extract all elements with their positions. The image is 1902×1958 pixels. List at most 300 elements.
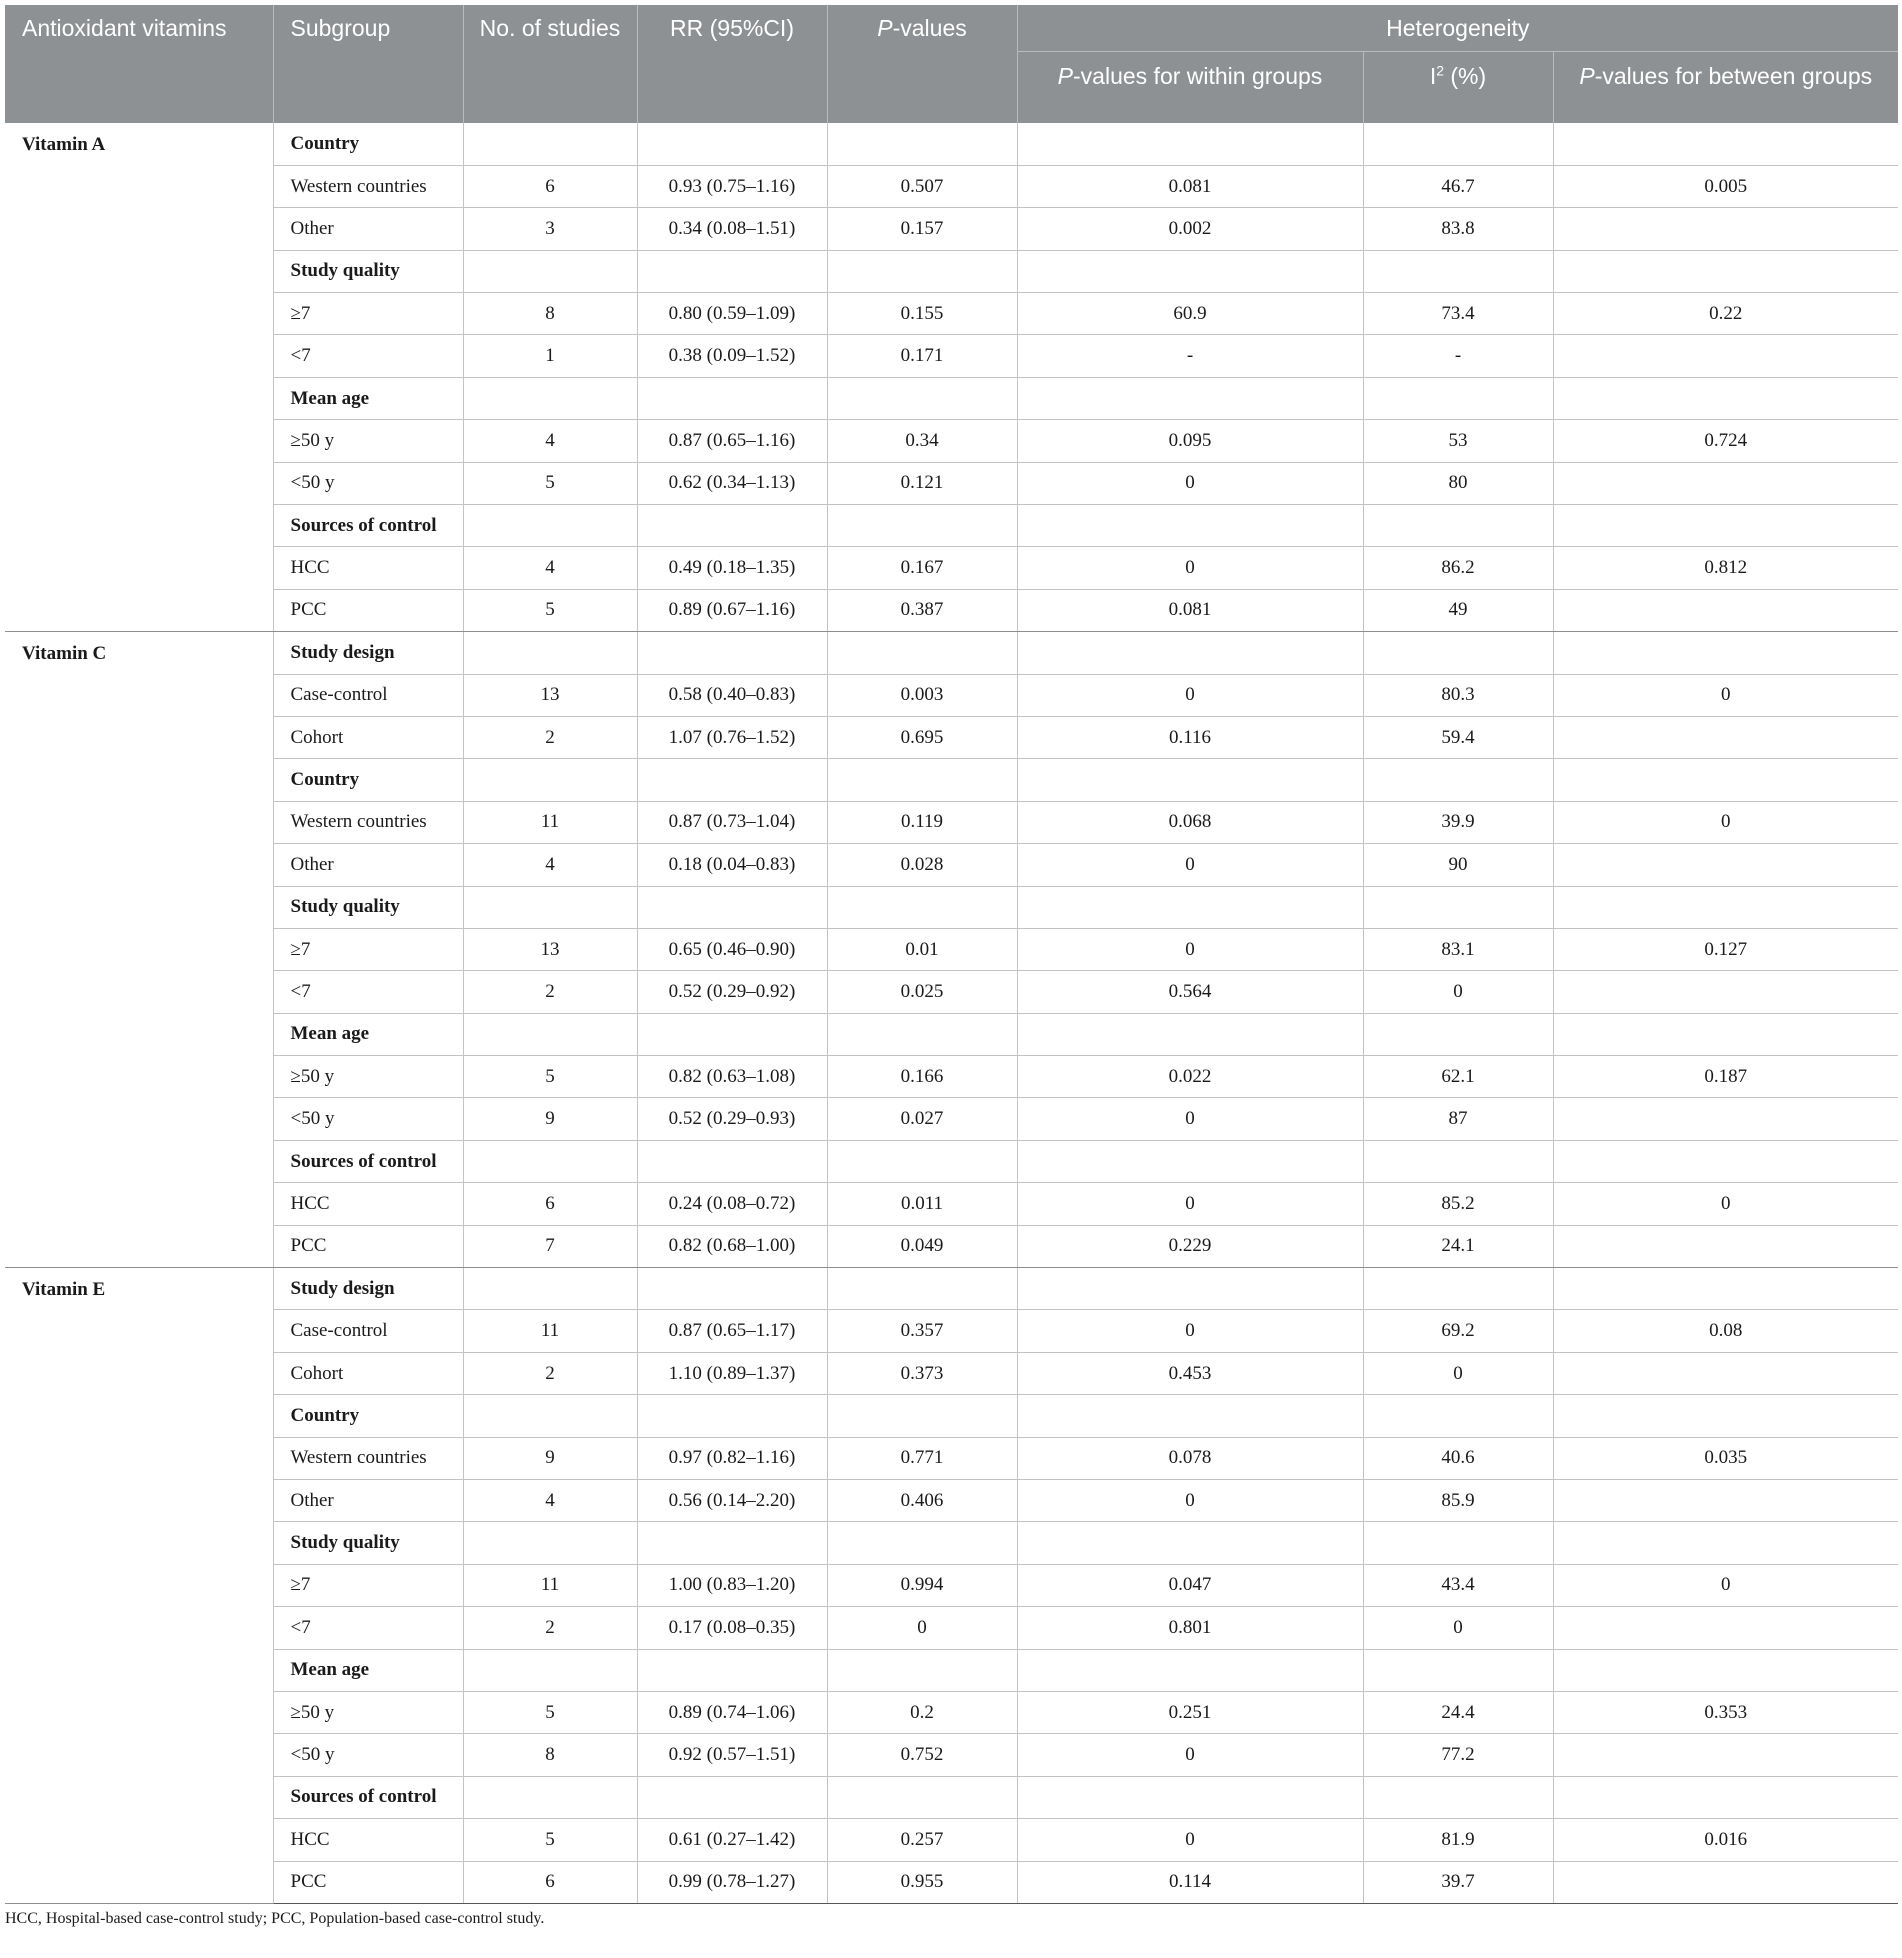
studies-count-cell: 1 [463,335,637,377]
studies-count-cell: 4 [463,1480,637,1522]
empty-cell [1553,377,1898,419]
p-value-cell: 0.771 [827,1437,1017,1479]
p-value-cell: 0.752 [827,1734,1017,1776]
subgroup-cell: Western countries [273,165,463,207]
p-between-cell: 0.127 [1553,928,1898,970]
studies-count-cell: 4 [463,844,637,886]
studies-count-cell: 11 [463,801,637,843]
subgroup-cell: Other [273,844,463,886]
studies-count-cell: 5 [463,589,637,631]
group-label: Study design [273,632,463,674]
rr-cell: 0.38 (0.09–1.52) [637,335,827,377]
table-row [5,420,1898,462]
p-within-cell: 0 [1017,1734,1363,1776]
empty-cell [1017,123,1363,165]
studies-count-cell: 9 [463,1437,637,1479]
empty-cell [463,505,637,547]
table-row [5,1310,1898,1352]
vitamin-label: Vitamin E [5,1268,273,1904]
p-between-cell: 0 [1553,674,1898,716]
studies-count-cell: 8 [463,1734,637,1776]
i2-cell: 0 [1363,1607,1553,1649]
p-within-cell: 0.047 [1017,1564,1363,1606]
rr-cell: 0.49 (0.18–1.35) [637,547,827,589]
empty-cell [1017,632,1363,674]
studies-count-cell: 5 [463,1819,637,1861]
group-label: Study quality [273,886,463,928]
rr-cell: 0.56 (0.14–2.20) [637,1480,827,1522]
subgroup-cell: <50 y [273,1098,463,1140]
i2-cell: - [1363,335,1553,377]
rr-cell: 0.82 (0.68–1.00) [637,1225,827,1267]
subgroup-cell: Other [273,1480,463,1522]
rr-cell: 0.18 (0.04–0.83) [637,844,827,886]
i2-cell: 69.2 [1363,1310,1553,1352]
subgroup-cell: Cohort [273,716,463,758]
empty-cell [1363,1776,1553,1818]
empty-cell [827,1776,1017,1818]
empty-cell [1363,632,1553,674]
p-value-cell: 0 [827,1607,1017,1649]
empty-cell [827,1395,1017,1437]
empty-cell [1017,1522,1363,1564]
subgroup-cell: ≥50 y [273,420,463,462]
empty-cell [827,1522,1017,1564]
empty-cell [1553,632,1898,674]
p-between-cell: 0 [1553,1564,1898,1606]
p-value-cell: 0.028 [827,844,1017,886]
studies-count-cell: 11 [463,1310,637,1352]
empty-cell [827,250,1017,292]
i2-cell: 77.2 [1363,1734,1553,1776]
i2-cell: 86.2 [1363,547,1553,589]
rr-cell: 0.87 (0.65–1.17) [637,1310,827,1352]
group-label: Country [273,123,463,165]
subgroup-cell: ≥50 y [273,1056,463,1098]
p-within-cell: 0 [1017,1819,1363,1861]
p-value-cell: 0.157 [827,208,1017,250]
group-label: Study quality [273,250,463,292]
rr-cell: 1.10 (0.89–1.37) [637,1352,827,1394]
i2-cell: 43.4 [1363,1564,1553,1606]
group-row [5,1140,1898,1182]
empty-cell [463,759,637,801]
studies-count-cell: 2 [463,716,637,758]
subgroup-cell: <7 [273,971,463,1013]
table-row [5,1098,1898,1140]
p-within-cell: 0 [1017,674,1363,716]
empty-cell [1553,1140,1898,1182]
p-value-cell: 0.955 [827,1861,1017,1903]
table-row [5,1819,1898,1861]
p-within-cell: 0.564 [1017,971,1363,1013]
empty-cell [1553,1649,1898,1691]
studies-count-cell: 5 [463,1056,637,1098]
table-row [5,1352,1898,1394]
empty-cell [1363,1140,1553,1182]
empty-cell [1553,1776,1898,1818]
p-within-cell: 0.002 [1017,208,1363,250]
rr-cell: 0.87 (0.65–1.16) [637,420,827,462]
empty-cell [637,759,827,801]
rr-cell: 0.82 (0.63–1.08) [637,1056,827,1098]
i2-cell: 59.4 [1363,716,1553,758]
p-value-cell: 0.011 [827,1183,1017,1225]
group-row [5,759,1898,801]
group-row [5,886,1898,928]
p-value-cell: 0.121 [827,462,1017,504]
studies-count-cell: 6 [463,1183,637,1225]
i2-cell: 39.9 [1363,801,1553,843]
studies-count-cell: 5 [463,462,637,504]
table-row [5,928,1898,970]
studies-count-cell: 7 [463,1225,637,1267]
empty-cell [1017,1649,1363,1691]
table-row [5,589,1898,631]
i2-cell: 80.3 [1363,674,1553,716]
rr-cell: 0.99 (0.78–1.27) [637,1861,827,1903]
rr-cell: 0.93 (0.75–1.16) [637,165,827,207]
table-row [5,844,1898,886]
subgroup-cell: HCC [273,1183,463,1225]
p-within-cell: 0 [1017,1098,1363,1140]
table-row [5,1564,1898,1606]
empty-cell [827,759,1017,801]
p-within-cell: 0 [1017,1183,1363,1225]
group-label: Mean age [273,377,463,419]
subgroup-cell: PCC [273,1225,463,1267]
p-within-cell: - [1017,335,1363,377]
p-value-cell: 0.167 [827,547,1017,589]
header-p-within-groups: P-values for within groups [1017,51,1363,123]
p-between-cell: 0.812 [1553,547,1898,589]
p-between-cell: 0.005 [1553,165,1898,207]
p-within-cell: 0.251 [1017,1691,1363,1733]
p-value-cell: 0.2 [827,1691,1017,1733]
empty-cell [1553,1395,1898,1437]
i2-cell: 87 [1363,1098,1553,1140]
table-row [5,1480,1898,1522]
i2-cell: 62.1 [1363,1056,1553,1098]
p-within-cell: 0.081 [1017,165,1363,207]
table-row [5,1183,1898,1225]
studies-count-cell: 9 [463,1098,637,1140]
i2-cell: 0 [1363,1352,1553,1394]
empty-cell [463,886,637,928]
subgroup-cell: PCC [273,1861,463,1903]
p-value-cell: 0.387 [827,589,1017,631]
empty-cell [463,1776,637,1818]
table-row [5,1225,1898,1267]
empty-cell [827,1649,1017,1691]
empty-cell [463,1395,637,1437]
p-between-cell [1553,462,1898,504]
empty-cell [637,632,827,674]
empty-cell [463,1013,637,1055]
p-value-cell: 0.166 [827,1056,1017,1098]
subgroup-analysis-table [5,5,1898,1904]
rr-cell: 0.89 (0.67–1.16) [637,589,827,631]
rr-cell: 0.87 (0.73–1.04) [637,801,827,843]
table-row [5,1861,1898,1903]
subgroup-cell: <50 y [273,1734,463,1776]
header-no-of-studies: No. of studies [463,5,637,123]
i2-cell: 83.8 [1363,208,1553,250]
empty-cell [637,123,827,165]
vitamin-label: Vitamin C [5,632,273,1268]
empty-cell [463,1140,637,1182]
p-value-cell: 0.507 [827,165,1017,207]
table-body [5,123,1898,1903]
header-p-values: P-values [827,5,1017,123]
group-label: Sources of control [273,1140,463,1182]
i2-cell: 53 [1363,420,1553,462]
table-row [5,971,1898,1013]
p-value-cell: 0.025 [827,971,1017,1013]
studies-count-cell: 6 [463,165,637,207]
p-within-cell: 60.9 [1017,293,1363,335]
empty-cell [1017,1268,1363,1310]
table-row [5,1056,1898,1098]
i2-cell: 85.2 [1363,1183,1553,1225]
table-row [5,1437,1898,1479]
i2-cell: 24.1 [1363,1225,1553,1267]
rr-cell: 0.24 (0.08–0.72) [637,1183,827,1225]
subgroup-cell: ≥7 [273,1564,463,1606]
subgroup-cell: PCC [273,589,463,631]
group-row [5,1649,1898,1691]
p-between-cell [1553,1734,1898,1776]
table-header [5,5,1898,123]
header-antioxidant-vitamins: Antioxidant vitamins [5,5,273,123]
empty-cell [637,1522,827,1564]
empty-cell [637,250,827,292]
p-between-cell: 0 [1553,801,1898,843]
empty-cell [637,505,827,547]
p-within-cell: 0.114 [1017,1861,1363,1903]
empty-cell [1363,250,1553,292]
group-row [5,1268,1898,1310]
group-row [5,632,1898,674]
i2-cell: 46.7 [1363,165,1553,207]
p-between-cell: 0.724 [1553,420,1898,462]
rr-cell: 0.65 (0.46–0.90) [637,928,827,970]
empty-cell [1363,886,1553,928]
header-rr-95ci: RR (95%CI) [637,5,827,123]
empty-cell [827,1140,1017,1182]
group-label: Country [273,1395,463,1437]
empty-cell [463,1649,637,1691]
p-between-cell: 0.08 [1553,1310,1898,1352]
empty-cell [827,632,1017,674]
p-value-cell: 0.171 [827,335,1017,377]
subgroup-cell: <50 y [273,462,463,504]
table-row [5,1691,1898,1733]
rr-cell: 0.52 (0.29–0.93) [637,1098,827,1140]
header-heterogeneity: Heterogeneity [1017,5,1898,51]
table-row [5,547,1898,589]
empty-cell [1553,123,1898,165]
p-within-cell: 0.095 [1017,420,1363,462]
studies-count-cell: 2 [463,1352,637,1394]
p-within-cell: 0.453 [1017,1352,1363,1394]
p-value-cell: 0.049 [827,1225,1017,1267]
empty-cell [1017,1140,1363,1182]
p-between-cell [1553,335,1898,377]
p-between-cell: 0.035 [1553,1437,1898,1479]
empty-cell [637,886,827,928]
i2-cell: 40.6 [1363,1437,1553,1479]
group-row [5,250,1898,292]
empty-cell [1363,123,1553,165]
studies-count-cell: 6 [463,1861,637,1903]
p-within-cell: 0.116 [1017,716,1363,758]
empty-cell [1553,1013,1898,1055]
empty-cell [1363,1013,1553,1055]
empty-cell [463,632,637,674]
header-i2: $I^2$ (%) [1363,51,1553,123]
empty-cell [1363,1395,1553,1437]
p-within-cell: 0 [1017,547,1363,589]
empty-cell [827,123,1017,165]
p-within-cell: 0 [1017,1480,1363,1522]
empty-cell [1017,759,1363,801]
p-between-cell: 0.353 [1553,1691,1898,1733]
rr-cell: 0.92 (0.57–1.51) [637,1734,827,1776]
table-row [5,716,1898,758]
empty-cell [1363,1268,1553,1310]
p-value-cell: 0.003 [827,674,1017,716]
empty-cell [1017,1776,1363,1818]
empty-cell [1017,1013,1363,1055]
i2-cell: 0 [1363,971,1553,1013]
studies-count-cell: 4 [463,420,637,462]
empty-cell [827,1013,1017,1055]
p-between-cell [1553,1098,1898,1140]
p-between-cell: 0.22 [1553,293,1898,335]
subgroup-cell: Case-control [273,674,463,716]
empty-cell [637,1776,827,1818]
table-row [5,208,1898,250]
i2-cell: 90 [1363,844,1553,886]
empty-cell [1553,505,1898,547]
studies-count-cell: 2 [463,971,637,1013]
empty-cell [1553,886,1898,928]
subgroup-cell: Other [273,208,463,250]
vitamin-label: Vitamin A [5,123,273,632]
group-label: Country [273,759,463,801]
subgroup-cell: ≥7 [273,928,463,970]
header-p-between-groups: P-values for between groups [1553,51,1898,123]
group-row [5,1395,1898,1437]
empty-cell [637,1649,827,1691]
empty-cell [1017,1395,1363,1437]
subgroup-cell: HCC [273,547,463,589]
p-within-cell: 0.801 [1017,1607,1363,1649]
rr-cell: 0.97 (0.82–1.16) [637,1437,827,1479]
empty-cell [463,123,637,165]
subgroup-cell: Western countries [273,801,463,843]
empty-cell [463,1522,637,1564]
subgroup-cell: HCC [273,1819,463,1861]
empty-cell [1017,505,1363,547]
p-within-cell: 0.081 [1017,589,1363,631]
table-row [5,165,1898,207]
p-between-cell [1553,1607,1898,1649]
p-value-cell: 0.01 [827,928,1017,970]
rr-cell: 0.89 (0.74–1.06) [637,1691,827,1733]
p-within-cell: 0 [1017,844,1363,886]
group-label: Mean age [273,1649,463,1691]
subgroup-cell: ≥50 y [273,1691,463,1733]
empty-cell [637,1013,827,1055]
rr-cell: 0.58 (0.40–0.83) [637,674,827,716]
empty-cell [1363,505,1553,547]
empty-cell [1017,377,1363,419]
p-within-cell: 0.068 [1017,801,1363,843]
header-subgroup: Subgroup [273,5,463,123]
p-between-cell [1553,716,1898,758]
empty-cell [827,377,1017,419]
group-row [5,1013,1898,1055]
group-row [5,377,1898,419]
i2-cell: 24.4 [1363,1691,1553,1733]
empty-cell [1553,250,1898,292]
rr-cell: 0.34 (0.08–1.51) [637,208,827,250]
studies-count-cell: 2 [463,1607,637,1649]
empty-cell [827,1268,1017,1310]
subgroup-cell: Western countries [273,1437,463,1479]
p-value-cell: 0.119 [827,801,1017,843]
empty-cell [1553,1522,1898,1564]
empty-cell [637,377,827,419]
subgroup-cell: <7 [273,335,463,377]
studies-count-cell: 13 [463,674,637,716]
p-between-cell [1553,1861,1898,1903]
p-value-cell: 0.155 [827,293,1017,335]
studies-count-cell: 8 [463,293,637,335]
table-container [5,5,1898,1928]
rr-cell: 0.61 (0.27–1.42) [637,1819,827,1861]
group-row [5,1776,1898,1818]
i2-cell: 81.9 [1363,1819,1553,1861]
rr-cell: 1.00 (0.83–1.20) [637,1564,827,1606]
subgroup-cell: ≥7 [273,293,463,335]
p-value-cell: 0.257 [827,1819,1017,1861]
empty-cell [463,250,637,292]
p-between-cell [1553,1352,1898,1394]
p-value-cell: 0.406 [827,1480,1017,1522]
empty-cell [1017,250,1363,292]
empty-cell [1363,377,1553,419]
table-footnote: HCC, Hospital-based case-control study; PCC, Population-based case-control study. [5,1909,545,1927]
group-row [5,123,1898,165]
empty-cell [1553,759,1898,801]
table-row [5,462,1898,504]
p-within-cell: 0.022 [1017,1056,1363,1098]
p-between-cell [1553,844,1898,886]
table-row [5,1734,1898,1776]
i2-cell: 73.4 [1363,293,1553,335]
p-between-cell: 0 [1553,1183,1898,1225]
group-label: Study quality [273,1522,463,1564]
p-within-cell: 0.078 [1017,1437,1363,1479]
i2-cell: 39.7 [1363,1861,1553,1903]
p-value-cell: 0.34 [827,420,1017,462]
group-label: Sources of control [273,505,463,547]
empty-cell [1017,886,1363,928]
empty-cell [1363,1649,1553,1691]
